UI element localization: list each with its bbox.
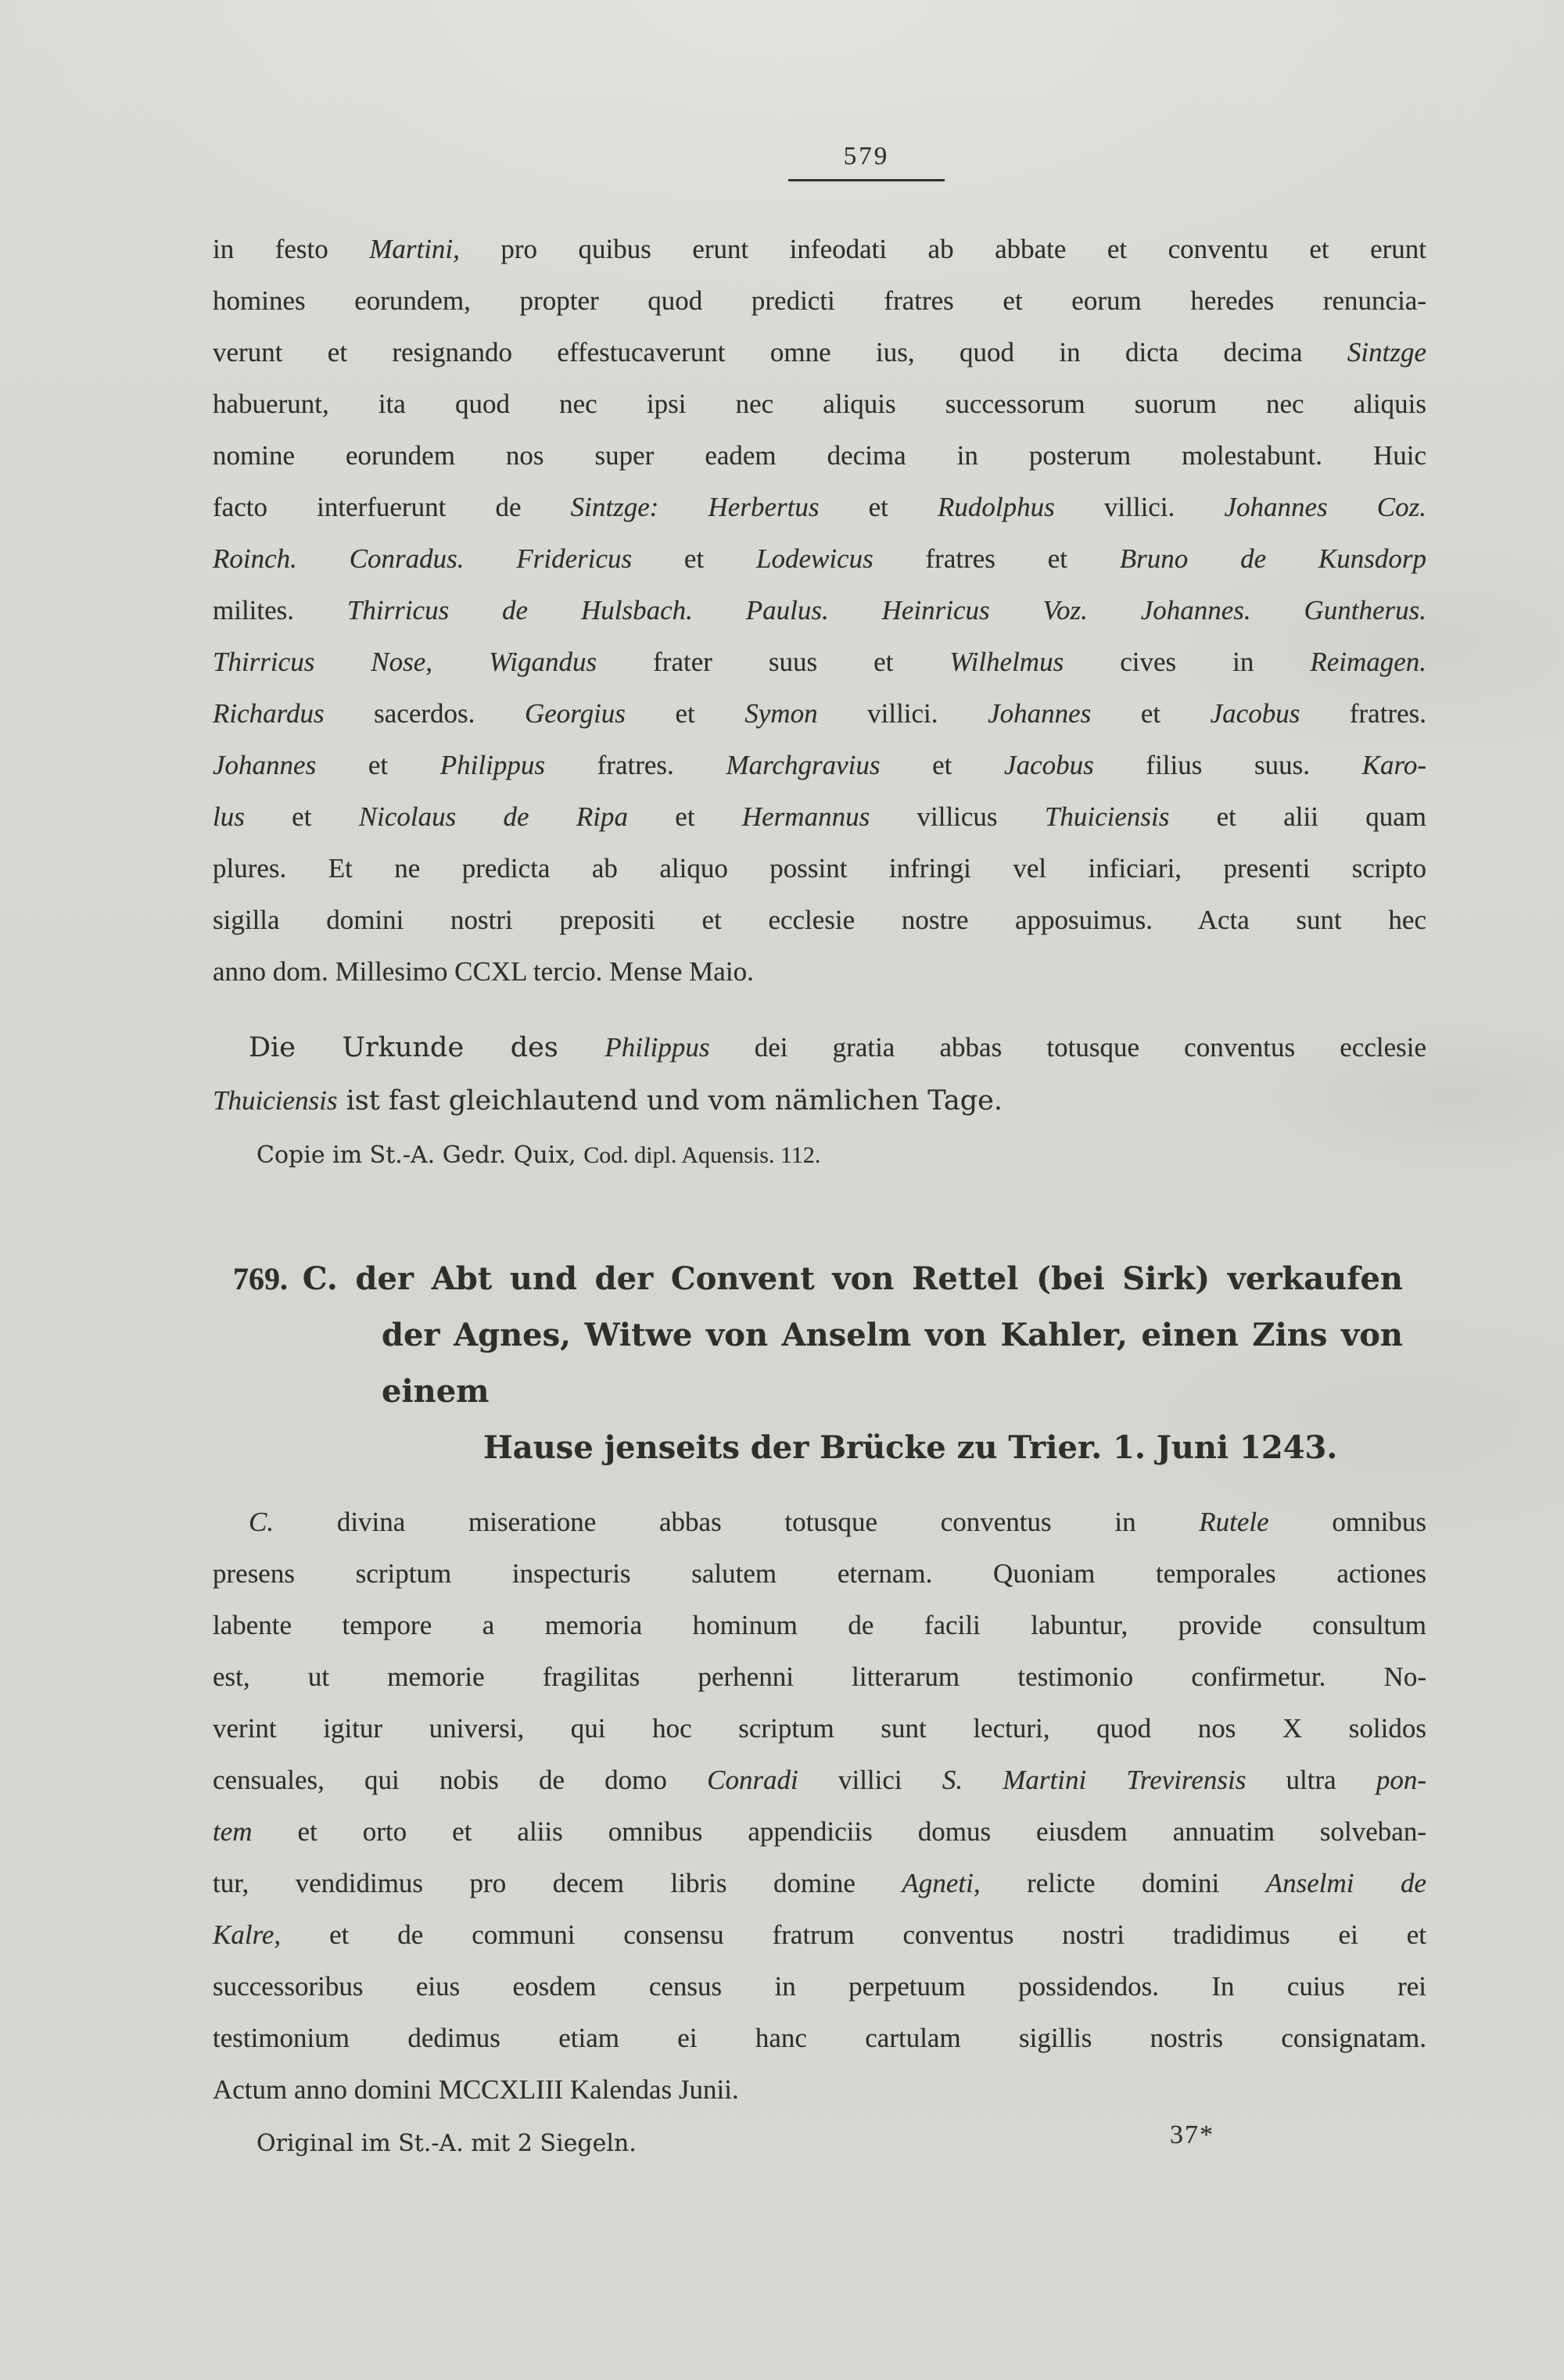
roman-text: verunt et resignando effestucaverunt omne ius, quod in dicta decima bbox=[213, 337, 1347, 367]
text-line bbox=[213, 1806, 1426, 1858]
fraktur-text: Original im St.-A. mit 2 Siegeln. bbox=[256, 2130, 637, 2157]
roman-text: et bbox=[627, 801, 742, 832]
text-line bbox=[213, 1961, 1426, 2013]
text-line bbox=[213, 1858, 1426, 1909]
text-line bbox=[213, 1651, 1426, 1703]
roman-text: et bbox=[244, 801, 359, 832]
roman-text: relicte domini bbox=[980, 1868, 1266, 1898]
page-number bbox=[788, 142, 945, 181]
roman-text: filius suus. bbox=[1093, 750, 1362, 780]
roman-text: censuales, qui nobis de domo bbox=[213, 1765, 708, 1795]
italic-text: Reimagen. bbox=[1310, 647, 1427, 677]
italic-text: Nicolaus de Ripa bbox=[358, 801, 628, 832]
roman-text: fratres et bbox=[873, 543, 1120, 574]
roman-text: villici. bbox=[1054, 492, 1225, 522]
italic-text: tem bbox=[213, 1816, 253, 1847]
italic-text: Wigandus bbox=[489, 647, 597, 677]
roman-text bbox=[432, 647, 489, 677]
roman-text: labente tempore a memoria hominum de facili labuntur, provide consultum bbox=[213, 1610, 1426, 1640]
page-number-text: 579 bbox=[843, 142, 890, 170]
roman-text: Cod. dipl. Aquensis. 112. bbox=[583, 1142, 821, 1168]
italic-text: Jacobus bbox=[1004, 750, 1094, 780]
roman-text: presens scriptum inspecturis salutem eternam. Quoniam temporales actiones bbox=[213, 1558, 1426, 1589]
italic-text: Hermannus bbox=[741, 801, 870, 832]
roman-text: sigilla domini nostri prepositi et ecclesie nostre apposuimus. Acta sunt hec bbox=[213, 905, 1426, 935]
entry-769-source-line bbox=[256, 2127, 1426, 2161]
roman-text: sacerdos. bbox=[324, 698, 525, 729]
italic-text: Johannes Coz. bbox=[1224, 492, 1427, 522]
roman-text: verint igitur universi, qui hoc scriptum sunt lecturi, quod nos X solidos bbox=[213, 1713, 1426, 1744]
text-line bbox=[213, 327, 1426, 378]
fraktur-text: Copie im St.-A. Gedr. Quix, bbox=[256, 1142, 584, 1169]
text-line bbox=[213, 585, 1426, 636]
text-line bbox=[213, 1074, 1426, 1127]
text-line bbox=[213, 946, 1426, 998]
entry-769-text-paragraph bbox=[213, 1496, 1426, 2116]
text-line bbox=[213, 1909, 1426, 1961]
text-line bbox=[213, 1021, 1426, 1074]
roman-text: et bbox=[632, 543, 756, 574]
text-line bbox=[213, 2064, 1426, 2116]
italic-text: Rudolphus bbox=[938, 492, 1055, 522]
fraktur-text: ist fast gleichlautend und vom nämlichen Tage. bbox=[337, 1085, 1003, 1117]
roman-text: fratres. bbox=[1300, 698, 1426, 729]
text-line bbox=[213, 1600, 1426, 1651]
italic-text: Richardus bbox=[213, 698, 325, 729]
roman-text: pro quibus erunt infeodati ab abbate et conventu et erunt bbox=[459, 234, 1426, 264]
fraktur-text: Hause jenseits der Brücke zu Trier. 1. Juni 1243. bbox=[483, 1429, 1338, 1466]
signature-mark: 37* bbox=[1170, 2120, 1214, 2149]
italic-text: C. bbox=[249, 1507, 274, 1537]
text-line bbox=[213, 1703, 1426, 1755]
roman-text: cives in bbox=[1064, 647, 1311, 677]
italic-text: Roinch. bbox=[213, 543, 350, 574]
roman-text: ultra bbox=[1246, 1765, 1376, 1795]
entry-769-heading-line-2 bbox=[382, 1307, 1403, 1420]
roman-text: et de communi consensu fratrum conventus nostri tradidimus ei et bbox=[281, 1919, 1426, 1950]
text-line bbox=[213, 224, 1426, 275]
text-line bbox=[213, 894, 1426, 946]
roman-text: et orto et aliis omnibus appendiciis domus eiusdem annuatim solveban- bbox=[252, 1816, 1426, 1847]
italic-text: pon- bbox=[1376, 1765, 1427, 1795]
roman-text: testimonium dedimus etiam ei hanc cartulam sigillis nostris consignatam. bbox=[213, 2023, 1426, 2053]
italic-text: Georgius bbox=[524, 698, 626, 729]
entry-768-german-note bbox=[213, 1021, 1426, 1127]
italic-text: Rutele bbox=[1199, 1507, 1269, 1537]
italic-text: S. Martini Trevirensis bbox=[942, 1765, 1247, 1795]
italic-text: Agneti, bbox=[902, 1868, 981, 1898]
fraktur-text: Die Urkunde des bbox=[249, 1032, 605, 1063]
italic-text: Kalre, bbox=[213, 1919, 282, 1950]
roman-text: dei gratia abbas totusque conventus ecclesie bbox=[709, 1032, 1427, 1063]
italic-text: Philippus bbox=[604, 1032, 710, 1063]
italic-text: Thuiciensis bbox=[1044, 801, 1170, 832]
text-line bbox=[213, 740, 1426, 791]
italic-text: Jacobus bbox=[1210, 698, 1300, 729]
italic-text: Philippus bbox=[439, 750, 545, 780]
entry-769-heading-line-1 bbox=[233, 1251, 1403, 1307]
roman-text: plures. Et ne predicta ab aliquo possint infringi vel inficiari, presenti scripto bbox=[213, 853, 1426, 884]
italic-text: Heinricus Voz. bbox=[881, 595, 1141, 625]
entry-769-heading bbox=[233, 1251, 1403, 1476]
italic-text: Thirricus Nose, bbox=[213, 647, 433, 677]
roman-text: facto interfuerunt de bbox=[213, 492, 571, 522]
italic-text: Herbertus bbox=[708, 492, 820, 522]
roman-text bbox=[288, 1261, 303, 1296]
roman-text: villici bbox=[798, 1765, 942, 1795]
italic-text: Thuiciensis bbox=[213, 1085, 338, 1116]
roman-text: homines eorundem, propter quod predicti fratres et eorum heredes renuncia- bbox=[213, 285, 1426, 316]
roman-text: Actum anno domini MCCXLIII Kalendas Junii. bbox=[213, 2074, 739, 2105]
text-line bbox=[213, 791, 1426, 843]
text-line bbox=[213, 1496, 1426, 1548]
roman-text: milites. bbox=[213, 595, 347, 625]
roman-text: successoribus eius eosdem census in perpetuum possidendos. In cuius rei bbox=[213, 1971, 1426, 2002]
italic-text: Karo- bbox=[1361, 750, 1426, 780]
page-content bbox=[213, 224, 1426, 2161]
roman-text: divina miseratione abbas totusque conventus in bbox=[274, 1507, 1200, 1537]
roman-text: omnibus bbox=[1268, 1507, 1426, 1537]
italic-text: Paulus. bbox=[745, 595, 882, 625]
roman-text: nomine eorundem nos super eadem decima in posterum molestabunt. Huic bbox=[213, 440, 1426, 471]
entry-768-continuation-paragraph bbox=[213, 224, 1426, 998]
fraktur-text: C. der Abt und der Convent von Rettel (bei Sirk) verkaufen bbox=[302, 1260, 1404, 1297]
roman-text: habuerunt, ita quod nec ipsi nec aliquis successorum suorum nec aliquis bbox=[213, 389, 1426, 419]
text-line bbox=[213, 2013, 1426, 2064]
entry-769-heading-line-3 bbox=[483, 1420, 1403, 1476]
text-line bbox=[213, 688, 1426, 740]
roman-text: et bbox=[819, 492, 938, 522]
italic-text: Fridericus bbox=[516, 543, 633, 574]
roman-text: et bbox=[625, 698, 745, 729]
roman-text: fratres. bbox=[544, 750, 726, 780]
italic-text: Wilhelmus bbox=[949, 647, 1064, 677]
italic-text: Bruno de Kunsdorp bbox=[1119, 543, 1427, 574]
italic-text: Sintzge bbox=[1347, 337, 1426, 367]
italic-text: Guntherus. bbox=[1304, 595, 1427, 625]
text-line bbox=[213, 378, 1426, 430]
entry-768-source-line bbox=[256, 1138, 1426, 1173]
roman-text: et alii quam bbox=[1169, 801, 1426, 832]
text-line bbox=[213, 430, 1426, 482]
text-line bbox=[213, 1548, 1426, 1600]
roman-text: anno dom. Millesimo CCXL tercio. Mense Maio. bbox=[213, 956, 754, 987]
text-line bbox=[213, 275, 1426, 327]
roman-text: frater suus et bbox=[597, 647, 950, 677]
fraktur-text: der Agnes, Witwe von Anselm von Kahler, einen Zins von einem bbox=[382, 1317, 1403, 1410]
italic-text: Johannes bbox=[988, 698, 1092, 729]
roman-text: et bbox=[880, 750, 1005, 780]
italic-text: Sintzge: bbox=[570, 492, 708, 522]
text-line bbox=[213, 636, 1426, 688]
roman-text: in festo bbox=[213, 234, 370, 264]
text-line bbox=[213, 843, 1426, 894]
roman-text: et bbox=[1091, 698, 1211, 729]
roman-text: est, ut memorie fragilitas perhenni litterarum testimonio confirmetur. No- bbox=[213, 1661, 1426, 1692]
roman-text: tur, vendidimus pro decem libris domine bbox=[213, 1868, 902, 1898]
italic-text: Thirricus de Hulsbach. bbox=[346, 595, 746, 625]
roman-text: et bbox=[316, 750, 440, 780]
italic-text: Conradus. bbox=[349, 543, 517, 574]
italic-text: Marchgravius bbox=[726, 750, 881, 780]
text-line bbox=[213, 482, 1426, 533]
italic-text: Symon bbox=[744, 698, 818, 729]
roman-text: villicus bbox=[870, 801, 1045, 832]
bold-text: 769. bbox=[233, 1261, 288, 1296]
roman-text: villici. bbox=[817, 698, 988, 729]
italic-text: Johannes bbox=[213, 750, 317, 780]
text-line bbox=[213, 1755, 1426, 1806]
italic-text: Lodewicus bbox=[755, 543, 873, 574]
text-line bbox=[213, 533, 1426, 585]
italic-text: lus bbox=[213, 801, 245, 832]
italic-text: Johannes. bbox=[1140, 595, 1304, 625]
italic-text: Conradi bbox=[707, 1765, 798, 1795]
italic-text: Anselmi de bbox=[1265, 1868, 1426, 1898]
italic-text: Martini, bbox=[369, 234, 460, 264]
